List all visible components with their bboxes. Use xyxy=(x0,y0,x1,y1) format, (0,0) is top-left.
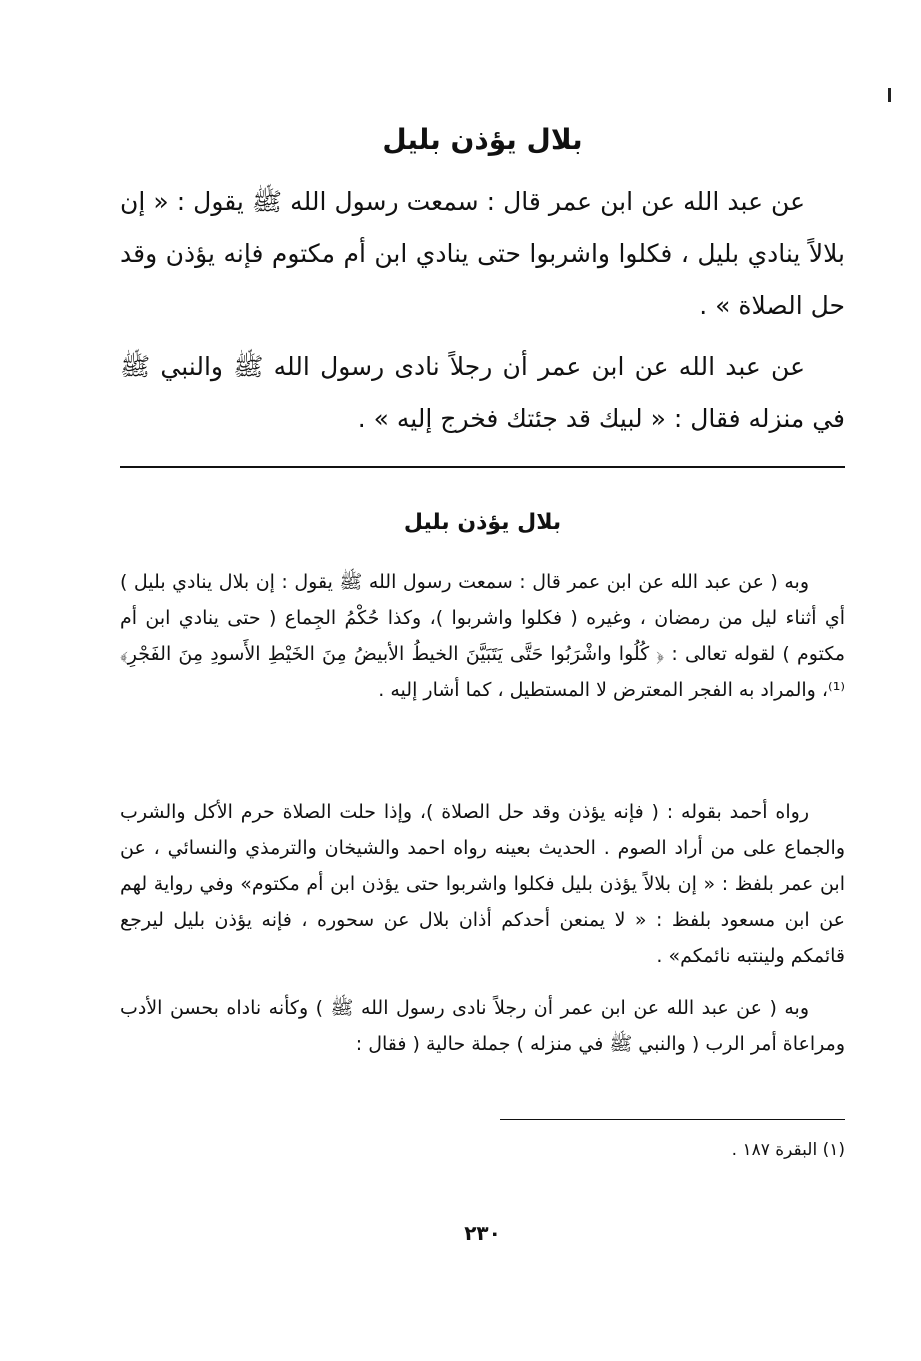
page-edge-mark xyxy=(888,88,891,102)
commentary-title: بلال يؤذن بليل xyxy=(403,510,562,535)
hadith-1-paragraph: عن عبد الله عن ابن عمر قال : سمعت رسول الله ﷺ يقول : « إن بلالاً ينادي بليل ، فكلوا واشربوا حتى ينادي ابن أم مكتوم فإنه يؤذن وقد حل الصلاة » . xyxy=(120,187,845,320)
hadith-text-1 xyxy=(120,176,845,332)
section-divider xyxy=(120,466,845,468)
commentary-block-1 xyxy=(120,564,845,708)
commentary-block-2 xyxy=(120,794,845,974)
commentary-paragraph-2: رواه أحمد بقوله : ( فإنه يؤذن وقد حل الصلاة )، وإذا حلت الصلاة حرم الأكل والشرب والجماع على من أراد الصوم . الحديث بعينه رواه احمد والشيخان والترمذي والنسائي ، عن ابن عمر بلفظ : « إن بلالاً يؤذن بليل فكلوا واشربوا حتى يؤذن ابن أم مكتوم» وفي رواية لهم عن ابن مسعود بلفظ : « لا يمنعن أحدكم أذان بلال عن سحوره ، فإنه يؤذن بليل ليرجع قائمكم ولينتبه نائمكم» . xyxy=(120,801,845,967)
footnote: (١) البقرة ١٨٧ . xyxy=(731,1140,845,1160)
page-number: ٢٣٠ xyxy=(464,1221,501,1245)
commentary-paragraph-1: وبه ( عن عبد الله عن ابن عمر قال : سمعت رسول الله ﷺ يقول : إن بلال ينادي بليل ) أي أثناء ليل من رمضان ، وغيره ( فكلوا واشربوا )، وكذا حُكْمُ الجِماع ( حتى ينادي ابن أم مكتوم ) لقوله تعالى : ﴿ كُلُوا واشْرَبُوا حَتَّى يَتَبَيَّنَ الخيطُ الأبيضُ مِنَ الخَيْطِ الأَسودِ مِنَ الفَجْرِ﴾⁽¹⁾، والمراد به الفجر المعترض لا المستطيل ، كما أشار إليه . xyxy=(120,571,845,701)
footnote-separator xyxy=(500,1119,845,1120)
hadith-section-title: بلال يؤذن بليل xyxy=(382,123,583,156)
commentary-block-3 xyxy=(120,990,845,1062)
hadith-text-2 xyxy=(120,341,845,445)
commentary-paragraph-3: وبه ( عن عبد الله عن ابن عمر أن رجلاً نادى رسول الله ﷺ ) وكأنه ناداه بحسن الأدب ومراعاة أمر الرب ( والنبي ﷺ في منزله ) جملة حالية ( فقال : xyxy=(120,997,845,1055)
hadith-2-paragraph: عن عبد الله عن ابن عمر أن رجلاً نادى رسول الله ﷺ والنبي ﷺ في منزله فقال : « لبيك قد جئتك فخرج إليه » . xyxy=(120,352,845,433)
